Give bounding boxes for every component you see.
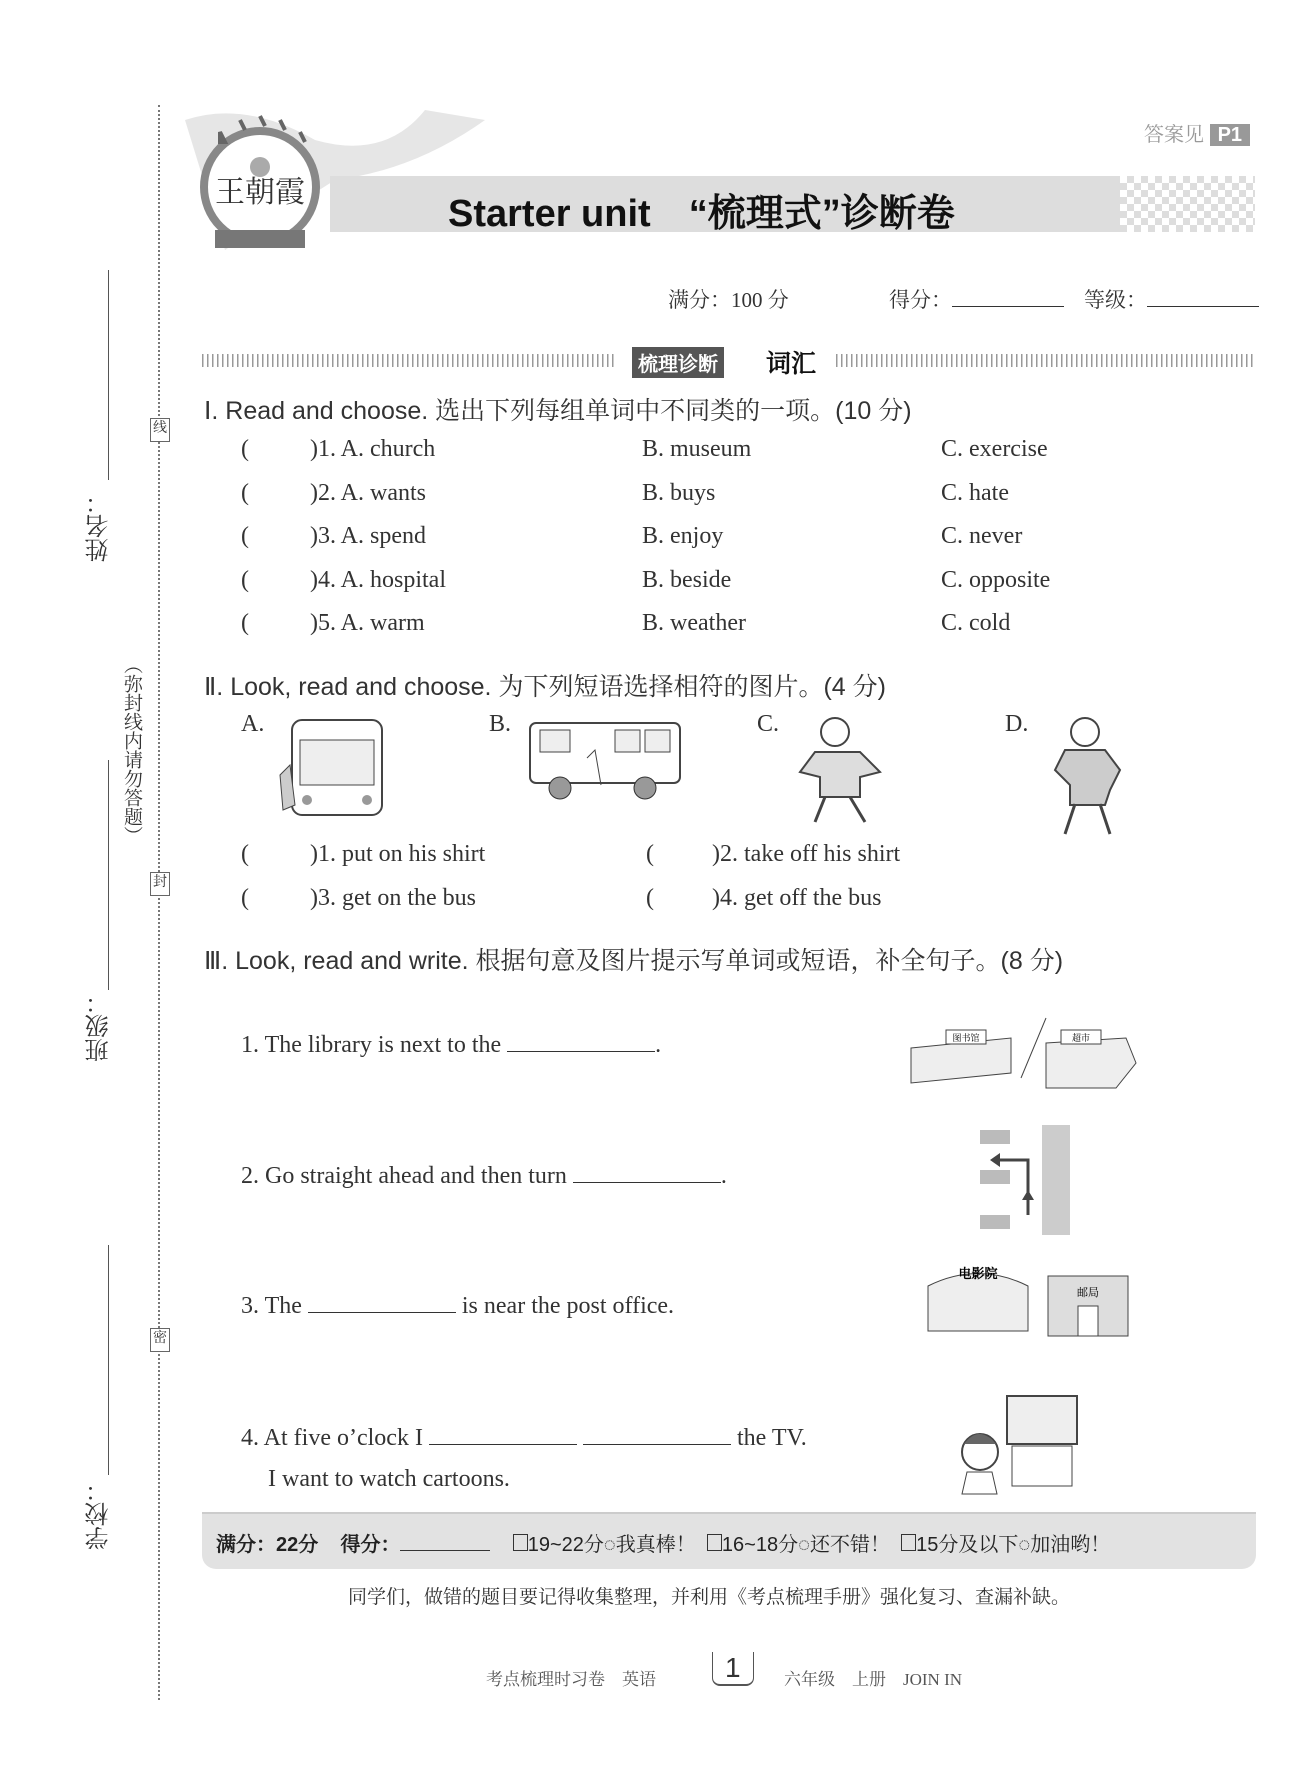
option-a: )3. A. spend [310, 523, 426, 549]
review-note: 同学们，做错的题目要记得收集整理，并利用《考点梳理手册》强化复习、查漏补缺。 [348, 1587, 1071, 1608]
bus-front-picture [272, 715, 392, 827]
school-underline [108, 1245, 109, 1475]
question-2 [241, 1161, 727, 1190]
q2-end: . [720, 1163, 727, 1189]
checkbox-3[interactable] [901, 1534, 916, 1551]
seal-mark-line: 线 [150, 418, 170, 442]
option-b: B. buys [642, 480, 716, 506]
bus-side-picture [525, 718, 685, 808]
answer-paren[interactable]: ( [241, 523, 249, 549]
part1-heading: Ⅰ. Read and choose. 选出下列每组单词中不同类的一项。(10 分) [204, 397, 912, 425]
name-label: 姓名： [86, 490, 113, 562]
option-c: C. exercise [941, 436, 1048, 462]
msg-3: 加油哟！ [1030, 1534, 1111, 1556]
answer-reference [1144, 118, 1250, 147]
option-b: B. weather [642, 610, 746, 636]
grade-label: 等级： [1084, 289, 1147, 312]
name-underline [108, 270, 109, 480]
q4-text: 4. At five o’clock I [241, 1425, 423, 1451]
picture-label-d: D. [1005, 711, 1029, 737]
library-label: 图书馆 [952, 1034, 980, 1044]
range-3: 15分及以下 [916, 1534, 1019, 1556]
score-field[interactable] [889, 284, 1064, 314]
picture-label-b: B. [489, 711, 512, 737]
cinema-label: 电影院 [958, 1267, 998, 1282]
msg-2: 还不错！ [809, 1534, 890, 1556]
score-bar-content [216, 1528, 1110, 1557]
range-1: 19~22分 [527, 1534, 604, 1556]
picture-label-c: C. [757, 711, 780, 737]
part2-heading: Ⅱ. Look, read and choose. 为下列短语选择相符的图片。(4 分) [204, 673, 886, 701]
library-supermarket-picture [906, 1008, 1146, 1090]
checker-decoration [1120, 176, 1255, 232]
turn-left-sign-picture [980, 1125, 1072, 1235]
smiley-icon: ◌ [1018, 1534, 1031, 1556]
option-c: C. hate [941, 480, 1009, 506]
checkbox-2[interactable] [707, 1534, 722, 1551]
option-c: C. never [941, 523, 1023, 549]
q3-end: is near the post office. [461, 1293, 675, 1319]
full-score: 满分：100 分 [668, 288, 789, 312]
supermarket-label: 超市 [1071, 1034, 1091, 1044]
school-label: 学校： [86, 1478, 113, 1550]
answer-paren[interactable]: ( [646, 885, 654, 911]
footer-left: 考点梳理时习卷 英语 [486, 1670, 656, 1689]
option-b: B. museum [642, 436, 752, 462]
q1-end: . [655, 1032, 662, 1058]
smiley-icon: ◌ [798, 1534, 810, 1556]
q4-blank-1[interactable] [429, 1423, 577, 1445]
smiley-icon: ◌ [603, 1534, 616, 1556]
answer-paren[interactable]: ( [241, 610, 249, 636]
section-score-label: 得分： [340, 1534, 401, 1556]
checkbox-1[interactable] [513, 1534, 528, 1551]
answer-page-badge: P1 [1210, 124, 1250, 146]
option-a: )2. A. wants [310, 480, 426, 506]
q2-blank[interactable] [573, 1161, 721, 1183]
picture-label-a: A. [241, 711, 265, 737]
section-full-score: 满分：22分 [216, 1534, 319, 1556]
page-title: Starter unit “梳理式”诊断卷 [448, 193, 955, 235]
q1-blank[interactable] [507, 1030, 655, 1052]
phrase-4: )4. get off the bus [712, 885, 882, 911]
monkey-shirt-picture-d [1035, 712, 1145, 840]
section-topic: 词汇 [766, 350, 817, 378]
q1-text: 1. The library is next to the [241, 1032, 502, 1058]
svg-text:王朝霞: 王朝霞 [215, 175, 305, 210]
q4-blank-2[interactable] [583, 1423, 731, 1445]
question-1 [241, 1030, 661, 1059]
q4-end: the TV. [736, 1425, 807, 1451]
option-b: B. enjoy [642, 523, 724, 549]
seal-line [158, 105, 160, 1700]
option-a: )1. A. church [310, 436, 436, 462]
answer-paren[interactable]: ( [241, 436, 249, 462]
range-2: 16~18分 [721, 1534, 799, 1556]
phrase-2: )2. take off his shirt [712, 841, 901, 867]
option-c: C. opposite [941, 567, 1051, 593]
divider-hatch-left [202, 354, 617, 367]
divider-hatch-right [836, 354, 1254, 367]
phrase-1: )1. put on his shirt [310, 841, 486, 867]
part3-heading: Ⅲ. Look, read and write. 根据句意及图片提示写单词或短语，补全句子。(8 分) [204, 947, 1064, 975]
class-label: 班级： [86, 990, 113, 1062]
grade-field[interactable] [1084, 284, 1259, 314]
seal-note: （弥封线内请勿答题） [121, 655, 142, 845]
score-label: 得分： [889, 289, 952, 312]
page-number: 1 [712, 1652, 754, 1686]
monkey-shirt-picture-c [785, 712, 895, 830]
answer-paren[interactable]: ( [646, 841, 654, 867]
seal-mark-seal: 封 [150, 872, 170, 896]
option-a: )5. A. warm [310, 610, 425, 636]
class-underline [108, 760, 109, 990]
boy-tv-picture [952, 1394, 1082, 1496]
cinema-postoffice-picture [923, 1256, 1135, 1338]
option-a: )4. A. hospital [310, 567, 446, 593]
option-b: B. beside [642, 567, 732, 593]
seal-mark-secret: 密 [150, 1328, 170, 1352]
question-3 [241, 1291, 674, 1320]
answer-paren[interactable]: ( [241, 841, 249, 867]
q3-text: 3. The [241, 1293, 302, 1319]
q3-blank[interactable] [308, 1291, 456, 1313]
msg-1: 我真棒！ [615, 1534, 696, 1556]
section-score-blank[interactable] [400, 1533, 490, 1551]
brand-logo [195, 112, 325, 257]
phrase-3: )3. get on the bus [310, 885, 476, 911]
answer-paren[interactable]: ( [241, 480, 249, 506]
question-4 [241, 1423, 807, 1452]
answer-paren[interactable]: ( [241, 567, 249, 593]
answer-paren[interactable]: ( [241, 885, 249, 911]
post-office-label: 邮局 [1077, 1286, 1099, 1299]
footer-right: 六年级 上册 JOIN IN [784, 1670, 963, 1689]
section-tag: 梳理诊断 [632, 347, 724, 378]
question-4-continued: I want to watch cartoons. [268, 1466, 510, 1492]
answer-ref-label: 答案见 [1144, 124, 1204, 146]
option-c: C. cold [941, 610, 1011, 636]
q2-text: 2. Go straight ahead and then turn [241, 1163, 567, 1189]
